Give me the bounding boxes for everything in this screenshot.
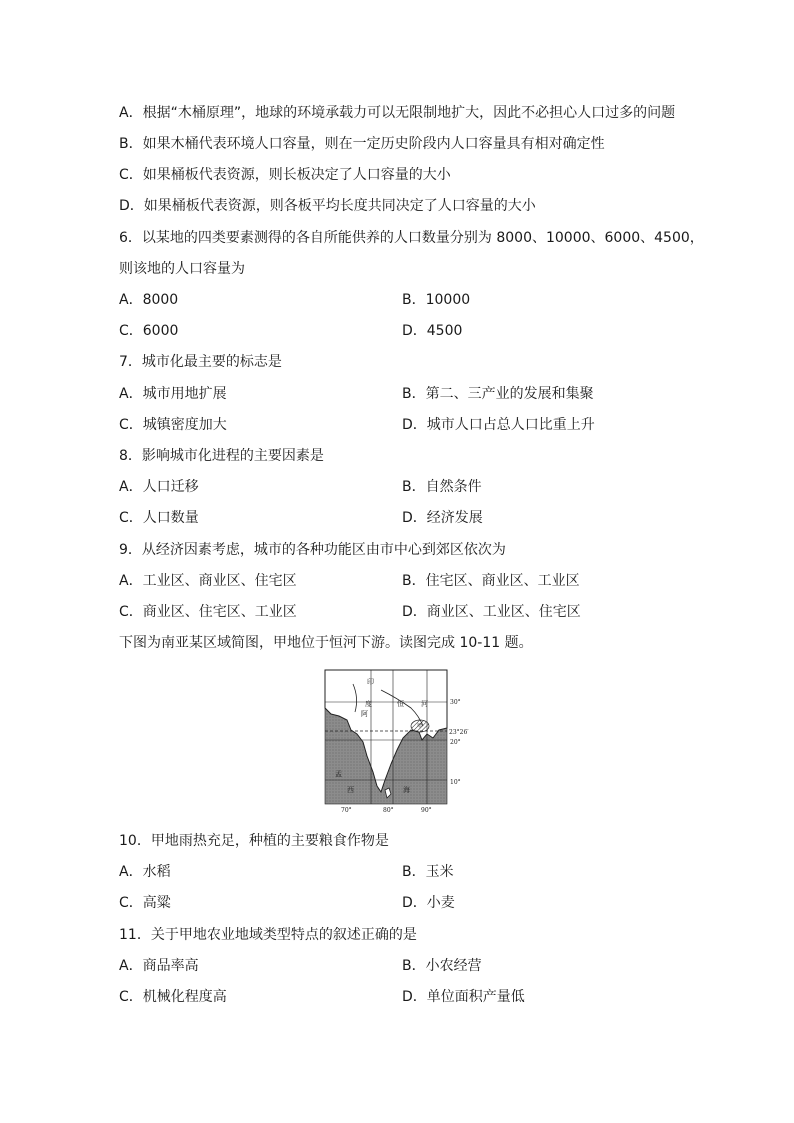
map-label-hai: 海 [403, 786, 410, 794]
q7-option-b: B．第二、三产业的发展和集聚 [402, 386, 594, 402]
lat-label-20: 20° [450, 739, 461, 746]
q10-stem: 10．甲地雨热充足，种植的主要粮食作物是 [119, 833, 389, 849]
q6-option-c: C．6000 [119, 323, 179, 339]
q11-stem: 11．关于甲地农业地域类型特点的叙述正确的是 [119, 927, 417, 943]
south-asia-map [323, 668, 471, 814]
q5-option-d: D．如果桶板代表资源，则各板平均长度共同决定了人口容量的大小 [119, 198, 536, 214]
q8-option-a: A．人口迁移 [119, 479, 199, 495]
q11-option-c: C．机械化程度高 [119, 989, 227, 1005]
map-label-he: 河 [421, 700, 428, 708]
q10-option-a: A．水稻 [119, 864, 171, 880]
q6-stem-line2: 则该地的人口容量为 [119, 261, 245, 277]
lat-label-10: 10° [450, 779, 461, 786]
q8-option-b: B．自然条件 [402, 479, 482, 495]
q11-option-b: B．小农经营 [402, 958, 482, 974]
q7-stem: 7．城市化最主要的标志是 [119, 354, 282, 370]
q11-option-d: D．单位面积产量低 [402, 989, 525, 1005]
q10-option-d: D．小麦 [402, 895, 455, 911]
map-label-jia: 甲 [417, 723, 424, 730]
q8-stem: 8．影响城市化进程的主要因素是 [119, 448, 324, 464]
q11-option-a: A．商品率高 [119, 958, 199, 974]
q6-option-a: A．8000 [119, 292, 179, 308]
map-label-du: 度 [365, 700, 372, 708]
lon-label-70: 70° [341, 807, 352, 814]
q6-option-b: B．10000 [402, 292, 471, 308]
q7-option-c: C．城镇密度加大 [119, 417, 227, 433]
q9-option-d: D．商业区、工业区、住宅区 [402, 604, 581, 620]
map-label-yin: 印 [367, 678, 374, 686]
q7-option-d: D．城市人口占总人口比重上升 [402, 417, 595, 433]
q9-stem: 9．从经济因素考虑，城市的各种功能区由市中心到郊区依次为 [119, 542, 506, 558]
q9-option-c: C．商业区、住宅区、工业区 [119, 604, 297, 620]
q8-option-c: C．人口数量 [119, 510, 199, 526]
lat-label-30: 30° [450, 699, 461, 706]
q5-option-b: B．如果木桶代表环境人口容量，则在一定历史阶段内人口容量具有相对确定性 [119, 136, 605, 152]
q9-option-a: A．工业区、商业区、住宅区 [119, 573, 297, 589]
q10-option-c: C．高粱 [119, 895, 171, 911]
q6-stem-line1: 6．以某地的四类要素测得的各自所能供养的人口数量分别为 8000、10000、6000、4500， [119, 230, 704, 246]
q9-option-b: B．住宅区、商业区、工业区 [402, 573, 580, 589]
q5-option-c: C．如果桶板代表资源，则长板决定了人口容量的大小 [119, 167, 451, 183]
q7-option-a: A．城市用地扩展 [119, 386, 227, 402]
map-intro: 下图为南亚某区域简图，甲地位于恒河下游。读图完成 10-11 题。 [119, 635, 533, 651]
q5-option-a: A．根据“木桶原理”，地球的环境承载力可以无限制地扩大，因此不必担心人口过多的问题 [119, 105, 676, 121]
map-label-a: 阿 [361, 710, 368, 718]
lon-label-90: 90° [421, 807, 432, 814]
map-label-xi: 西 [347, 786, 354, 794]
q6-option-d: D．4500 [402, 323, 463, 339]
map-label-meng: 孟 [335, 770, 342, 778]
q8-option-d: D．经济发展 [402, 510, 483, 526]
q10-option-b: B．玉米 [402, 864, 454, 880]
lat-label-2326: 23°26′ [449, 729, 469, 736]
lon-label-80: 80° [383, 807, 394, 814]
map-label-heng: 恒 [397, 700, 404, 708]
